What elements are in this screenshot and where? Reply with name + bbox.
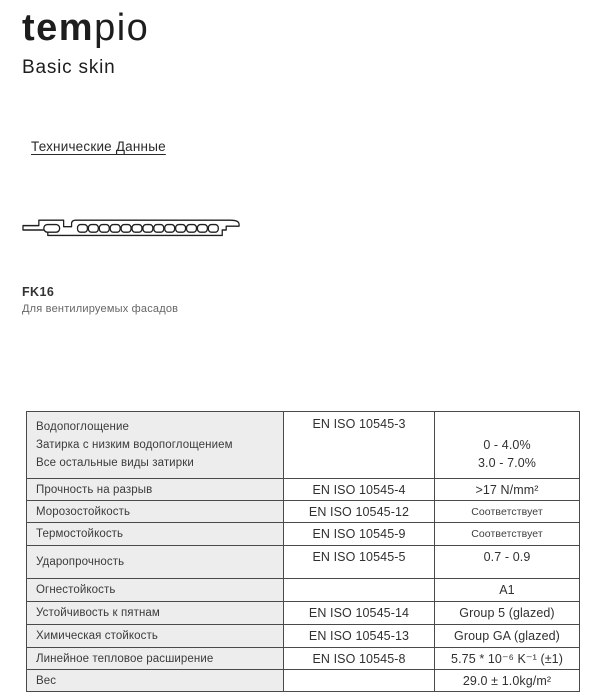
panel-cell-hole [176,225,186,233]
property-cell [27,602,284,625]
value-cell [435,625,580,648]
standard-label: EN ISO 10545-13 [308,629,410,643]
value-label: 5.75 * 10⁻⁶ K⁻¹ (±1) [451,652,563,666]
property-label: Все остальные виды затирки [36,457,194,469]
value-label: >17 N/mm² [475,482,539,497]
value-label: Соответствует [471,505,543,518]
table-row-frost-resistance [27,501,580,523]
table-row-water-absorption [27,412,580,479]
value-cell [435,523,580,546]
standard-cell [284,648,435,670]
brand-logo-bold: tem [22,7,95,49]
panel-cell-hole [110,225,120,233]
value-label: 0.7 - 0.9 [483,550,531,564]
value-label: 29.0 ± 1.0kg/m² [462,673,552,688]
property-cell [27,625,284,648]
panel-cell-hole [143,225,153,233]
property-cell [27,412,284,479]
standard-label: EN ISO 10545-3 [312,417,406,431]
property-label: Ударопрочность [36,556,125,568]
table-row-chemical-resistance [27,625,580,648]
property-label: Линейное тепловое расширение [36,652,214,665]
value-label: Соответствует [471,528,543,540]
standard-cell [284,523,435,546]
value-label: Group GA (glazed) [454,629,560,643]
value-cell [435,670,580,692]
panel-cell-hole [154,225,164,233]
standard-label: EN ISO 10545-8 [312,651,406,666]
value-spacer [436,418,578,436]
value-label: 3.0 - 7.0% [478,456,536,470]
property-label: Огнестойкость [36,584,116,596]
value-label: A1 [499,583,515,597]
panel-cell-hole [99,225,109,233]
property-label: Прочность на разрыв [36,483,153,496]
standard-label: EN ISO 10545-12 [308,504,410,519]
table-row-stain-resistance [27,602,580,625]
value-cell [435,479,580,501]
property-label: Термостойкость [36,528,124,540]
property-cell [27,579,284,602]
standard-label: EN ISO 10545-14 [308,606,410,620]
standard-label: EN ISO 10545-9 [312,527,406,541]
value-cell [435,501,580,523]
property-cell [27,523,284,546]
panel-cell-hole [208,225,218,233]
table-row-weight [27,670,580,692]
technical-data-table [26,411,580,692]
table-row-fire-resistance [27,579,580,602]
property-cell [27,479,284,501]
standard-label: EN ISO 10545-4 [312,482,406,497]
table-row-tensile-strength [27,479,580,501]
standard-cell [284,479,435,501]
brand-logo-light: pio [94,7,150,49]
standard-cell [284,501,435,523]
standard-cell [284,625,435,648]
table-row-linear-thermal-expansion [27,648,580,670]
property-label: Устойчивость к пятнам [36,607,160,619]
property-cell [27,501,284,523]
standard-cell [284,579,435,602]
product-code: FK16 [22,285,55,299]
table-row-thermal-shock-resistance [27,523,580,546]
value-cell [435,546,580,579]
panel-cell-hole [197,225,207,233]
value-label: Group 5 (glazed) [459,606,555,620]
panel-cell-hole [187,225,197,233]
property-label: Морозостойкость [36,505,131,518]
standard-cell [284,412,435,479]
panel-cell-hole [78,225,88,233]
product-subtitle: Для вентилируемых фасадов [22,303,179,315]
panel-cell-hole [132,225,142,233]
value-cell [435,412,580,479]
value-cell [435,648,580,670]
panel-cell-hole [88,225,98,233]
product-line-title: Basic skin [22,57,116,78]
property-cell [27,648,284,670]
table-row-impact-resistance [27,546,580,579]
panel-cell-hole [165,225,175,233]
property-label: Химическая стойкость [36,630,158,642]
value-cell [435,602,580,625]
standard-cell [284,602,435,625]
value-cell [435,579,580,602]
value-label: 0 - 4.0% [483,438,531,452]
standard-cell [284,546,435,579]
property-label: Затирка с низким водопоглощением [36,439,233,451]
panel-cell-hole [121,225,131,233]
property-label: Вес [36,674,57,687]
property-cell [27,546,284,579]
section-heading: Технические Данные [31,139,166,154]
property-cell [27,670,284,692]
panel-profile-drawing [22,218,250,242]
panel-cell-hole [44,225,60,233]
property-label: Водопоглощение [36,421,130,433]
standard-cell [284,670,435,692]
standard-label: EN ISO 10545-5 [312,550,406,564]
brand-logo [22,8,149,50]
